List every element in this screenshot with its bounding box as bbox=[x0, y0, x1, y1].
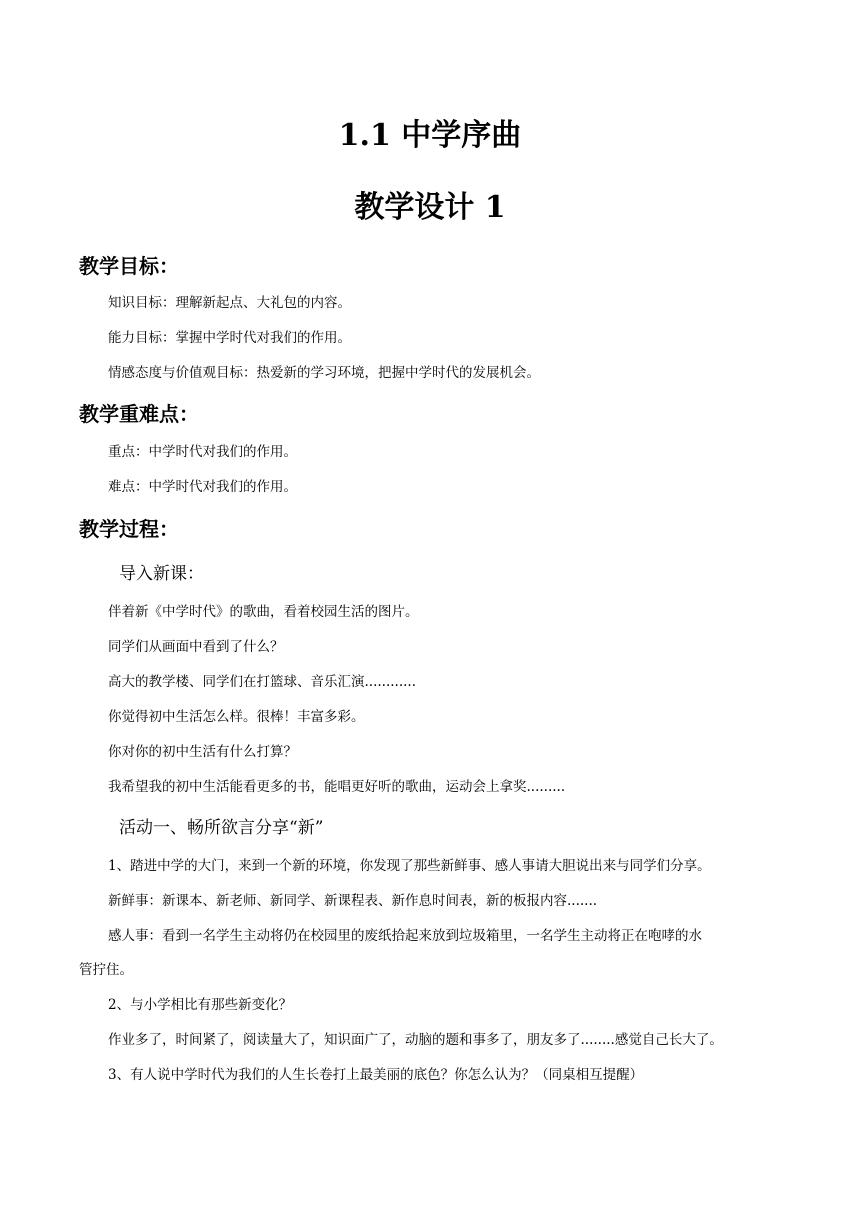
activity-line: 3、有人说中学时代为我们的人生长卷打上最美丽的底色？你怎么认为？（同桌相互提醒） bbox=[108, 1067, 644, 1083]
activity-line: 1、踏进中学的大门，来到一个新的环境，你发现了那些新鲜事、感人事请大胆说出来与同学们分享。 bbox=[108, 858, 711, 874]
key-point-item: 重点：中学时代对我们的作用。 bbox=[108, 444, 297, 460]
activity-line: 感人事：看到一名学生主动将仍在校园里的废纸拾起来放到垃圾箱里，一名学生主动将正在咆哮的水 bbox=[108, 928, 702, 944]
intro-line: 我希望我的初中生活能看更多的书，能唱更好听的歌曲，运动会上拿奖......... bbox=[108, 779, 566, 795]
activity-line: 管拧住。 bbox=[79, 962, 133, 978]
objective-item: 情感态度与价值观目标：热爱新的学习环境，把握中学时代的发展机会。 bbox=[108, 365, 540, 381]
objective-item: 能力目标：掌握中学时代对我们的作用。 bbox=[108, 330, 351, 346]
activity-line: 作业多了，时间紧了，阅读量大了，知识面广了，动脑的题和事多了，朋友多了........感觉自己长大了。 bbox=[108, 1032, 723, 1048]
key-points-heading: 教学重难点： bbox=[79, 402, 199, 426]
intro-line: 你觉得初中生活怎么样。很棒！丰富多彩。 bbox=[108, 709, 365, 725]
objective-item: 知识目标：理解新起点、大礼包的内容。 bbox=[108, 295, 351, 311]
intro-line: 高大的教学楼、同学们在打篮球、音乐汇演............ bbox=[108, 674, 416, 690]
activity-line: 2、与小学相比有那些新变化？ bbox=[108, 997, 293, 1013]
page-subtitle: 教学设计 1 bbox=[354, 190, 506, 225]
intro-line: 伴着新《中学时代》的歌曲，看着校园生活的图片。 bbox=[108, 604, 419, 620]
key-point-item: 难点：中学时代对我们的作用。 bbox=[108, 479, 297, 495]
objectives-heading: 教学目标： bbox=[79, 254, 179, 278]
activity-line: 新鲜事：新课本、新老师、新同学、新课程表、新作息时间表，新的板报内容....... bbox=[108, 893, 598, 909]
intro-line: 你对你的初中生活有什么打算？ bbox=[108, 744, 297, 760]
page-title: 1.1 中学序曲 bbox=[338, 118, 522, 153]
activity-heading: 活动一、畅所欲言分享“新” bbox=[119, 818, 324, 838]
intro-line: 同学们从画面中看到了什么？ bbox=[108, 639, 284, 655]
process-heading: 教学过程： bbox=[79, 517, 179, 541]
intro-heading: 导入新课： bbox=[119, 564, 204, 584]
